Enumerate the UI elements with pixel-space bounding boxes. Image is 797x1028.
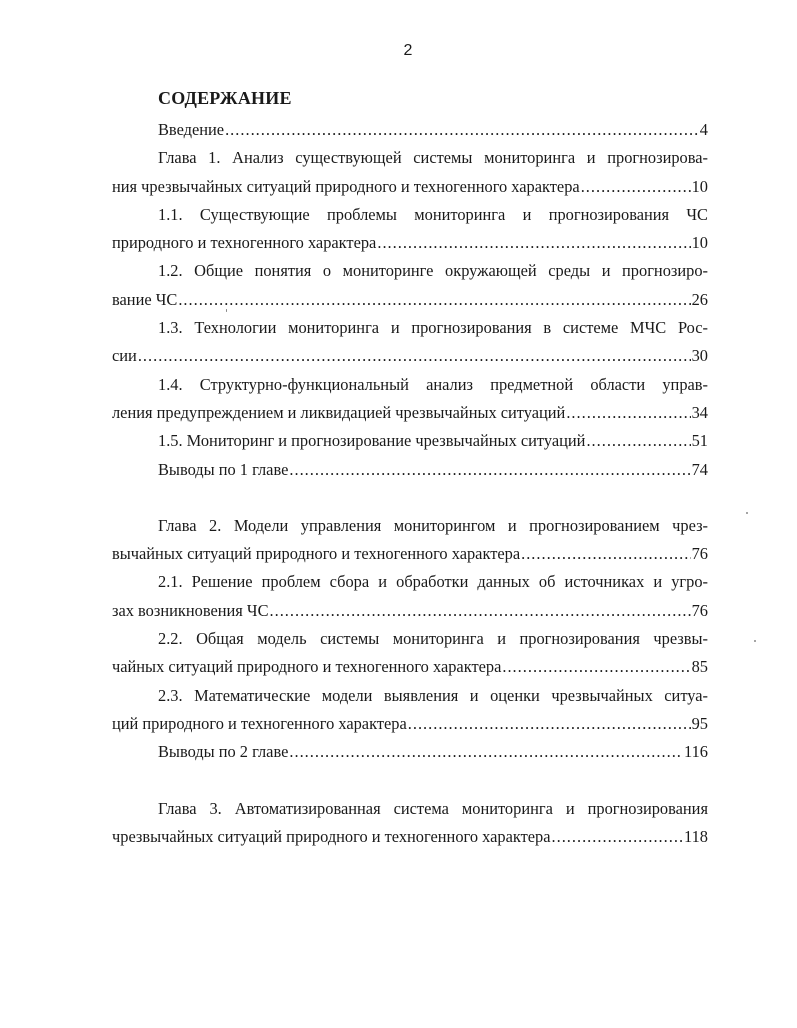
scan-speck [754,640,756,642]
table-of-contents [112,116,708,851]
toc-page-number: 51 [691,431,708,451]
toc-entry-text: 1.1. Существующие проблемы мониторинга и прогнозирования ЧС [158,204,708,224]
toc-page-number: 74 [691,459,708,479]
toc-entry-text: 1.2. Общие понятия о мониторинге окружающей среды и прогнозиро- [158,261,708,281]
dot-leader [289,456,690,484]
dot-leader [289,738,683,766]
toc-entry-text: 1.5. Мониторинг и прогнозирование чрезвычайных ситуаций [158,431,586,451]
toc-entry-section-2-2 [112,625,708,682]
toc-entry-section-1-4 [112,371,708,428]
toc-title: СОДЕРЖАНИЕ [158,88,292,108]
dot-leader [178,286,690,314]
toc-entry-introduction [112,116,708,144]
dot-leader [552,823,684,851]
dot-leader [138,342,691,370]
toc-page-number: 76 [691,600,708,620]
toc-entry-section-2-1 [112,568,708,625]
toc-entry-text-continued: зах возникновения ЧС [112,600,269,620]
dot-leader [270,597,691,625]
dot-leader [225,116,699,144]
toc-entry-text: Выводы по 2 главе [158,742,289,762]
toc-entry-text-continued: сии [112,346,137,366]
toc-entry-text-continued: чрезвычайных ситуаций природного и техногенного характера [112,826,551,846]
toc-entry-section-2-3 [112,682,708,739]
toc-entry-section-1-5 [112,427,708,455]
toc-page-number: 85 [691,657,708,677]
dot-leader [408,710,691,738]
toc-entry-chapter-3 [112,795,708,852]
toc-entry-text-continued: природного и техногенного характера [112,233,377,253]
dot-leader [581,173,691,201]
toc-entry-text: Введение [158,120,225,139]
toc-entry-text-continued: ния чрезвычайных ситуаций природного и техногенного характера [112,176,580,196]
dot-leader [566,399,690,427]
toc-page-number: 118 [684,826,708,846]
toc-page-number: 116 [684,742,708,762]
toc-entry-conclusions-2 [112,738,708,766]
chapter-spacer [112,484,708,512]
dot-leader [377,229,690,257]
toc-entry-text: 1.4. Структурно-функциональный анализ предметной области управ- [158,374,708,394]
toc-entry-text: 2.1. Решение проблем сбора и обработки данных об источниках и угро- [158,572,708,592]
toc-entry-text: 2.2. Общая модель системы мониторинга и прогнозирования чрезвы- [158,629,708,649]
toc-entry-text: Глава 1. Анализ существующей системы мониторинга и прогнозирова- [158,148,708,168]
toc-entry-text-continued: вание ЧС [112,289,178,309]
toc-page-number: 10 [691,233,708,253]
toc-entry-conclusions-1 [112,456,708,484]
scan-speck [226,309,227,312]
toc-entry-text-continued: ления предупреждением и ликвидацией чрезвычайных ситуаций [112,402,566,422]
dot-leader [502,653,690,681]
toc-page-number: 76 [691,544,708,564]
toc-entry-text: Выводы по 1 главе [158,459,289,479]
toc-entry-text-continued: чайных ситуаций природного и техногенного характера [112,657,502,677]
toc-entry-text: 1.3. Технологии мониторинга и прогнозирования в системе МЧС Рос- [158,318,708,338]
toc-page-number: 10 [691,176,708,196]
toc-page-number: 4 [699,120,708,139]
toc-entry-section-1-2 [112,257,708,314]
chapter-spacer [112,767,708,795]
dot-leader [521,540,691,568]
toc-entry-text: 2.3. Математические модели выявления и оценки чрезвычайных ситуа- [158,685,708,705]
toc-page-number: 26 [691,289,708,309]
page-number: 2 [403,42,413,59]
toc-page-number: 34 [691,402,708,422]
dot-leader [586,427,690,455]
scan-speck [746,512,748,514]
toc-entry-chapter-1 [112,144,708,201]
toc-entry-section-1-3 [112,314,708,371]
toc-page-number: 30 [691,346,708,366]
toc-entry-section-1-1 [112,201,708,258]
toc-entry-text: Глава 2. Модели управления мониторингом и прогнозированием чрез- [158,515,708,535]
toc-entry-chapter-2 [112,512,708,569]
toc-entry-text: Глава 3. Автоматизированная система мониторинга и прогнозирования [158,798,708,818]
toc-entry-text-continued: вычайных ситуаций природного и техногенного характера [112,544,521,564]
toc-entry-text-continued: ций природного и техногенного характера [112,713,407,733]
toc-page-number: 95 [691,713,708,733]
